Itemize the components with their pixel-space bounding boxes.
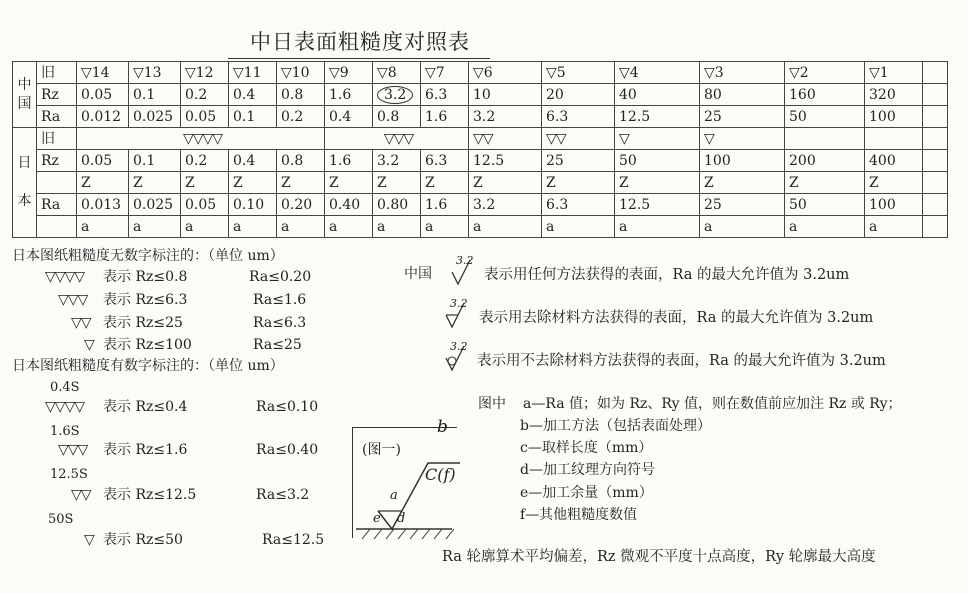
cell: 0.2 [181,150,229,172]
legend-item: c—取样长度（mm） [520,440,653,456]
cell: 0.4 [229,150,277,172]
cell [923,106,948,128]
rz-text: 表示 Rz≤12.5 [103,487,197,503]
cell: 12.5 [615,106,700,128]
comparison-table [12,61,948,238]
figure-caption: (图一) [362,442,401,458]
ra-text: Ra≤12.5 [262,532,325,548]
roughness-symbol: ▽▽ [71,315,91,331]
roughness-symbol: ▽▽ [71,487,91,503]
legend-head: 图中 [478,396,506,412]
cell: a [129,216,181,238]
table-row [13,150,948,172]
cell: a [865,216,923,238]
table-row [13,216,948,238]
no-number-heading: 日本图纸粗糙度无数字标注的：（单位 um） [12,248,284,264]
table-row [13,194,948,216]
cell: ▽7 [421,62,469,84]
cell [923,150,948,172]
cell: 50 [785,194,865,216]
cell: 3.2 [469,194,542,216]
cell: ▽14 [77,62,129,84]
roughness-prefix: 12.5S [50,467,88,482]
cell: 100 [700,150,785,172]
cell: 0.1 [229,106,277,128]
cell: a [542,216,615,238]
cell: ▽5 [542,62,615,84]
cell: 40 [615,84,700,106]
cell: 200 [785,150,865,172]
rz-text: 表示 Rz≤6.3 [103,292,188,308]
cell: ▽11 [229,62,277,84]
cell: a [277,216,325,238]
figure-e: e [373,511,381,526]
cell: 0.013 [77,194,129,216]
figure-b: b [437,417,448,437]
china-symbol-desc: 表示用不去除材料方法获得的表面，Ra 的最大允许值为 3.2um [477,353,886,369]
ra-text: Ra≤0.10 [256,399,319,415]
cell: Z [229,172,277,194]
cell: 400 [865,150,923,172]
ra-text: Ra≤0.20 [249,269,312,285]
cell: ▽3 [700,62,785,84]
roughness-symbol: ▽ [84,532,94,548]
cell: ▽4 [615,62,700,84]
cell: ▽10 [277,62,325,84]
ra-text: Ra≤6.3 [253,315,307,331]
cell: 0.8 [277,84,325,106]
cell: 320 [865,84,923,106]
roughness-prefix: 0.4S [50,380,80,395]
roughness-symbol: ▽▽▽▽ [45,399,85,415]
rz-text: 表示 Rz≤25 [103,315,183,331]
cell: ▽▽ [469,128,542,150]
cell [785,128,865,150]
cell: 0.05 [181,194,229,216]
cell: 3.2 [469,106,542,128]
cell: 0.20 [277,194,325,216]
row-label: Ra [37,194,77,216]
roughness-value: 3.2 [450,340,468,353]
cell: ▽1 [865,62,923,84]
cell: 50 [615,150,700,172]
cell: Z [785,172,865,194]
cell: 80 [700,84,785,106]
table-row [13,172,948,194]
cell: 0.2 [181,84,229,106]
cell: Z [469,172,542,194]
cell: 50 [785,106,865,128]
rz-text: 表示 Rz≤50 [103,532,183,548]
china-symbol-label: 中国 [404,266,432,282]
cell: 0.025 [129,194,181,216]
row-label: Rz [37,84,77,106]
china-symbol-desc: 表示用任何方法获得的表面，Ra 的最大允许值为 3.2um [484,267,850,283]
cell: 0.8 [373,106,421,128]
cell [865,128,923,150]
roughness-value: 3.2 [450,297,468,310]
cell: 6.3 [421,84,469,106]
roughness-symbol: ▽▽▽ [58,292,88,308]
china-symbol-desc: 表示用去除材料方法获得的表面，Ra 的最大允许值为 3.2um [479,310,874,326]
table-row [13,128,948,150]
footer-note: Ra 轮廓算术平均偏差，Rz 微观不平度十点高度，Ry 轮廓最大高度 [442,549,876,565]
cell: ▽ [615,128,700,150]
rz-text: 表示 Rz≤100 [103,337,192,353]
cell: 160 [785,84,865,106]
cell: 0.4 [229,84,277,106]
rz-text: 表示 Rz≤0.4 [103,399,188,415]
cell [923,128,948,150]
roughness-symbol: ▽▽▽▽ [45,269,85,285]
rz-text: 表示 Rz≤1.6 [103,442,188,458]
cell: ▽8 [373,62,421,84]
cell: a [421,216,469,238]
cell: 25 [700,194,785,216]
cell: 0.10 [229,194,277,216]
cell: 0.012 [77,106,129,128]
cell: 6.3 [542,106,615,128]
cell: 1.6 [325,150,373,172]
cell: 0.80 [373,194,421,216]
ra-text: Ra≤25 [253,337,302,353]
with-number-heading: 日本图纸粗糙度有数字标注的：（单位 um） [12,358,284,374]
rz-text: 表示 Rz≤0.8 [103,269,188,285]
cell: ▽12 [181,62,229,84]
cell: a [229,216,277,238]
cell: 20 [542,84,615,106]
cell: a [373,216,421,238]
cell: 0.40 [325,194,373,216]
cell [923,84,948,106]
cell: Z [700,172,785,194]
cell: a [785,216,865,238]
roughness-prefix: 50S [48,512,74,527]
cell: 1.6 [421,106,469,128]
cell: 0.05 [77,150,129,172]
roughness-prefix: 1.6S [50,424,80,439]
roughness-value: 3.2 [456,254,474,267]
cell: ▽▽ [542,128,615,150]
cell: Z [542,172,615,194]
cell: 0.1 [129,84,181,106]
cell: Z [373,172,421,194]
cell: 100 [865,194,923,216]
cell: ▽2 [785,62,865,84]
cell: 25 [700,106,785,128]
cell: Z [277,172,325,194]
page-title: 中日表面粗糙度对照表 [228,26,490,59]
cell: ▽9 [325,62,373,84]
cell: 1.6 [325,84,373,106]
cell: 12.5 [615,194,700,216]
cell: 0.025 [129,106,181,128]
cell: Z [129,172,181,194]
cell: a [615,216,700,238]
row-label: 旧 [37,128,77,150]
cell: a [77,216,129,238]
cell: 0.05 [77,84,129,106]
cell: 10 [469,84,542,106]
cell: ▽13 [129,62,181,84]
ra-text: Ra≤3.2 [256,487,310,503]
cell [923,194,948,216]
cell: 0.4 [325,106,373,128]
table-row [13,62,948,84]
row-label: 旧 [37,62,77,84]
cell: 25 [542,150,615,172]
cell: ▽▽▽ [325,128,469,150]
cell: 0.05 [181,106,229,128]
cell: Z [181,172,229,194]
roughness-symbol: ▽▽▽ [58,442,88,458]
row-label: Ra [37,106,77,128]
roughness-symbol: ▽ [84,337,94,353]
table-row [13,84,948,106]
cell: 3.2 [373,150,421,172]
legend-item: a—Ra 值；如为 Rz、Ry 值，则在数值前应加注 Rz 或 Ry； [523,396,902,412]
china-group-label: 中 国 [13,62,37,128]
cell: 6.3 [421,150,469,172]
cell [923,172,948,194]
cell: 1.6 [421,194,469,216]
legend-item: f—其他粗糙度数值 [520,507,638,523]
figure-d: d [397,511,406,526]
cell: a [181,216,229,238]
cell: a [700,216,785,238]
cell [923,216,948,238]
cell: a [469,216,542,238]
cell: 0.2 [277,106,325,128]
ra-text: Ra≤0.40 [256,442,319,458]
cell: 100 [865,106,923,128]
row-label [37,216,77,238]
row-label: Rz [37,150,77,172]
figure-cf: C(f) [425,465,456,484]
cell: Z [77,172,129,194]
table-row [13,106,948,128]
cell: 3.2 [373,84,421,106]
cell: Z [421,172,469,194]
cell: Z [325,172,373,194]
cell: ▽6 [469,62,542,84]
cell: Z [615,172,700,194]
ra-text: Ra≤1.6 [253,292,307,308]
figure-a: a [390,488,398,503]
cell: 12.5 [469,150,542,172]
row-label [37,172,77,194]
legend-item: e—加工余量（mm） [520,485,653,501]
cell: a [325,216,373,238]
cell: 6.3 [542,194,615,216]
legend-item: b—加工方法（包括表面处理） [520,418,711,434]
cell: 0.8 [277,150,325,172]
japan-group-label: 日 本 [13,128,37,238]
cell: ▽ [700,128,785,150]
cell [923,62,948,84]
cell: 0.1 [129,150,181,172]
cell: ▽▽▽▽ [77,128,325,150]
legend-item: d—加工纹理方向符号 [520,462,655,478]
cell: Z [865,172,923,194]
